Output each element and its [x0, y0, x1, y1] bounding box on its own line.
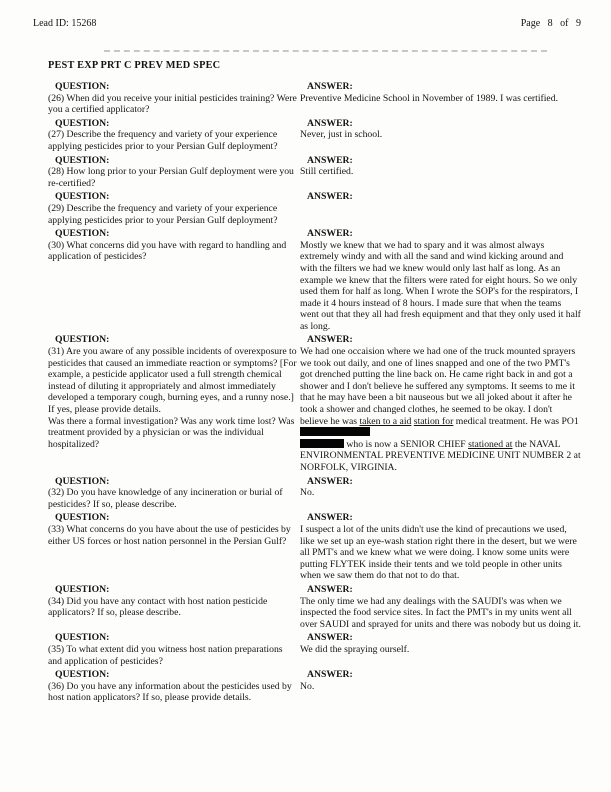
question-text: (30) What concerns did you have with regard to handling and application of pesticides?: [48, 239, 287, 263]
question-text: (28) How long prior to your Persian Gulf deployment were you re-certified?: [48, 166, 294, 189]
redacted-name-box: [300, 427, 370, 436]
question-35: [48, 632, 300, 667]
question-31: [48, 334, 300, 473]
answer-text: The only time we had any dealings with the SAUDI's was when we inspected the food service sites. In fact the PMT's in my units went all over SAUDI and sprayed for units and there was nobody but us doing it.: [300, 595, 581, 630]
answer-text: Preventive Medicine School in November of 1989. I was certified.: [300, 92, 558, 104]
answer-segment: who is now a SENIOR CHIEF: [344, 438, 469, 450]
underlined-phrase: taken to a aid: [359, 415, 412, 427]
question-label: QUESTION:: [55, 583, 110, 595]
question-32: [48, 476, 300, 511]
question-label: QUESTION:: [55, 512, 110, 524]
answer-27: [300, 118, 582, 153]
question-text: (35) To what extent did you witness host nation preparations and application of pesticides?: [48, 643, 283, 667]
answer-segment: the NAVAL ENVIRONMENTAL PREVENTIVE MEDICINE UNIT NUMBER 2 at NORFOLK, VIRGINIA.: [300, 438, 581, 473]
page-number-label: Page 8 of 9: [520, 18, 581, 29]
answer-label: ANSWER:: [307, 669, 353, 681]
question-label: QUESTION:: [55, 228, 110, 240]
question-text-paragraph-1: (31) Are you aware of any possible incidents of overexposure to pesticides that caused an immediate reaction or symptoms? [For example, a pesticide applicator used a full strength chemical instead of diluting it appropriately and almost immediately developed a temporary cough, burning eyes, and a runny nose.] If yes, please provide details.: [48, 346, 297, 416]
question-text: (29) Describe the frequency and variety of your experience applying pesticides prior to your Persian Gulf deployment?: [48, 202, 278, 226]
answer-34: [300, 584, 582, 630]
section-title: PEST EXP PRT C PREV MED SPEC: [48, 60, 221, 71]
question-label: QUESTION:: [55, 81, 110, 92]
answer-26: [300, 81, 582, 116]
question-28: [48, 155, 300, 190]
question-text: (26) When did you receive your initial pesticides training? Were you a certified applicator?: [48, 92, 297, 116]
answer-28: [300, 155, 582, 190]
question-33: [48, 512, 300, 582]
answer-label: ANSWER:: [307, 334, 353, 346]
answer-text: Never, just in school.: [300, 129, 383, 141]
redacted-name-box: [300, 439, 344, 448]
answer-text: [300, 346, 582, 474]
question-label: QUESTION:: [55, 669, 110, 681]
question-text: (36) Do you have any information about the pesticides used by host nation applicators? If so, please provide details.: [48, 680, 292, 704]
question-text-paragraph-2: Was there a formal investigation? Was any work time lost? Was treatment provided by a physician or was the individual hospitalized?: [48, 415, 295, 450]
answer-29: [300, 191, 582, 226]
answer-label: ANSWER:: [307, 632, 353, 644]
answer-35: [300, 632, 582, 667]
answer-text: No.: [300, 680, 315, 692]
answer-30: [300, 228, 582, 332]
question-label: QUESTION:: [55, 475, 110, 487]
answer-text: Mostly we knew that we had to spary and it was almost always extremely windy and with all the sand and wind kicking around and with the filters we had we knew would only last half as long. As an example we knew that the filters were rated for eight hours. So we only used them for half as long. When I wrote the SOP's for the respirators, I made it 4 hours instead of 8 hours. I made sure that when the teams went out that they all had fresh equipment and that they only used it half as long.: [300, 239, 581, 332]
question-text: (34) Did you have any contact with host nation pesticide applicators? If so, please describe.: [48, 595, 268, 619]
lead-id-label: Lead ID: 15268: [33, 18, 97, 29]
question-30: [48, 228, 300, 332]
answer-label: ANSWER:: [307, 228, 353, 240]
answer-label: ANSWER:: [307, 583, 353, 595]
answer-33: [300, 512, 582, 582]
question-26: [48, 81, 300, 116]
question-27: [48, 118, 300, 153]
answer-36: [300, 669, 582, 704]
answer-segment: medical treatment. He was PO1: [453, 415, 579, 427]
question-36: [48, 669, 300, 704]
answer-text: I suspect a lot of the units didn't use the kind of precautions we used, like we set up an eye-wash station right there in the desert, but we were all PMT's and we knew what we were doing. I know some units were putting FLYTEK inside their tents and we told people in other units when we saw them do that not to do that.: [300, 523, 577, 582]
underlined-phrase: stationed at: [468, 438, 513, 450]
answer-32: [300, 476, 582, 511]
answer-31: [300, 334, 582, 473]
answer-label: ANSWER:: [307, 512, 353, 524]
answer-label: ANSWER:: [307, 191, 353, 203]
answer-label: ANSWER:: [307, 154, 353, 166]
qa-table: [48, 81, 582, 704]
question-label: QUESTION:: [55, 632, 110, 644]
question-label: QUESTION:: [55, 334, 110, 346]
question-label: QUESTION:: [55, 117, 110, 129]
answer-label: ANSWER:: [307, 117, 353, 129]
answer-label: ANSWER:: [307, 81, 353, 92]
question-text: (32) Do you have knowledge of any incineration or burial of pesticides? If so, please describe.: [48, 487, 283, 510]
question-label: QUESTION:: [55, 191, 110, 203]
question-29: [48, 191, 300, 226]
answer-text: We did the spraying ourself.: [300, 643, 410, 655]
question-34: [48, 584, 300, 630]
answer-text: Still certified.: [300, 166, 354, 178]
underlined-phrase: station for: [413, 415, 454, 427]
answer-label: ANSWER:: [307, 475, 353, 487]
answer-segment: We had one occaision where we had one of the truck mounted sprayers we took out daily, and one of lines snapped and one of the two PMT's got drenched putting the line back on. He came right back in and got a shower and I don't believe he suffered any symptoms. It seems to me it that he may have been a bit nauseous but we all joked about it after he took a shower and changed clothes, he seemed to be okay. I don't believe he was: [300, 346, 576, 427]
question-text: (27) Describe the frequency and variety of your experience applying pesticides prior to your Persian Gulf deployment?: [48, 129, 278, 152]
answer-text: No.: [300, 487, 315, 499]
scan-artifact-line: [104, 50, 547, 52]
question-label: QUESTION:: [55, 154, 110, 166]
question-text: (33) What concerns do you have about the use of pesticides by either US forces or host nation personnel in the Persian Gulf?: [48, 523, 291, 547]
